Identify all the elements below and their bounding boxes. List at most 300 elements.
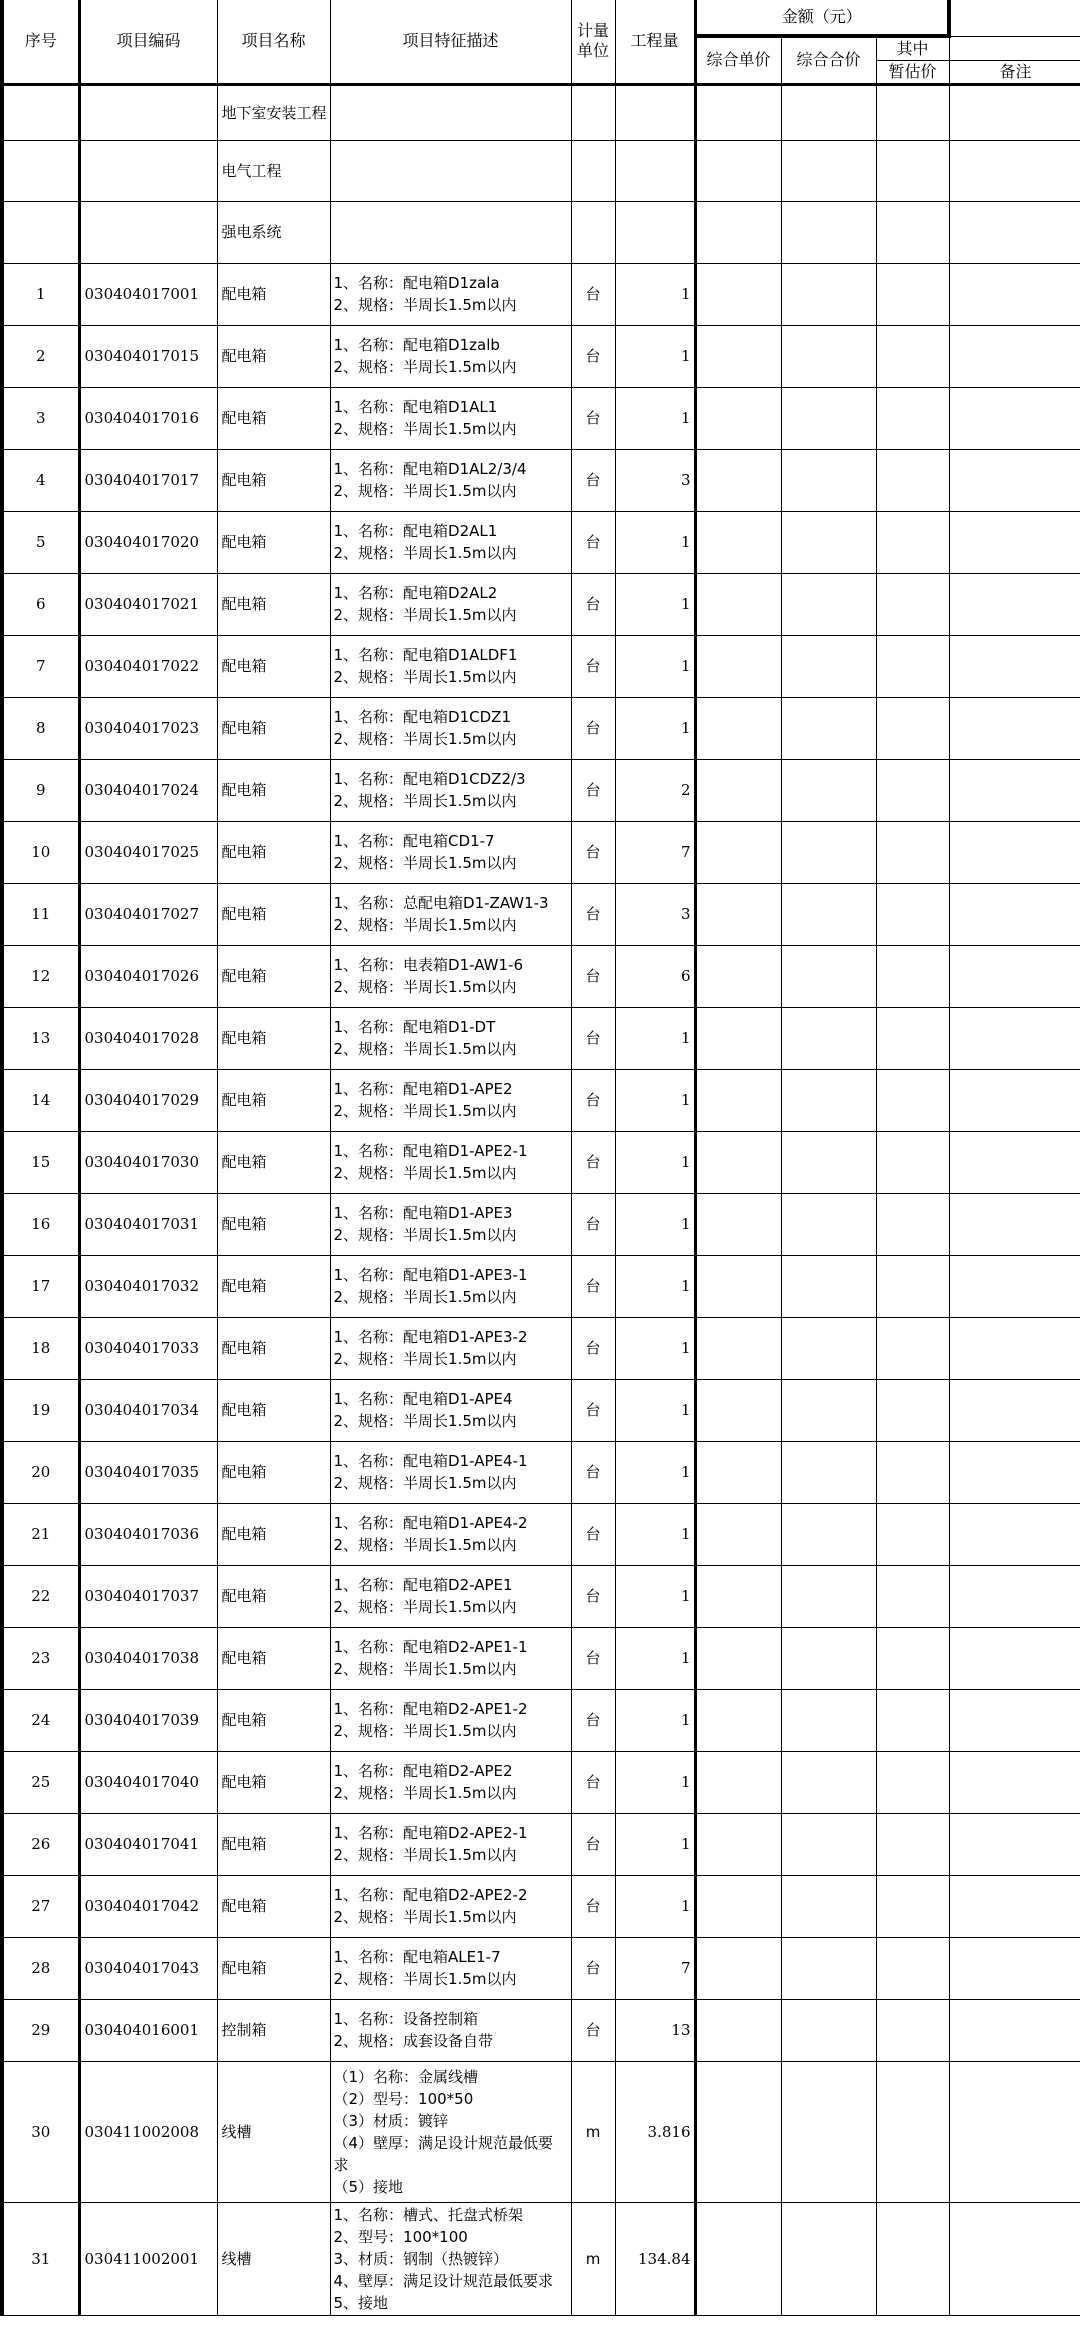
header-blank <box>949 0 1080 36</box>
cell-total-price <box>781 325 876 387</box>
row-unit: 台 <box>571 1999 615 2061</box>
row-code: 030404017021 <box>79 573 217 635</box>
desc-line: （1）名称：金属线槽 <box>333 2067 479 2086</box>
desc-line: 1、名称：配电箱D2-APE2-2 <box>333 1886 528 1904</box>
desc-line: 1、名称：配电箱D2-APE1-2 <box>333 1700 528 1718</box>
header-blank2 <box>949 36 1080 60</box>
row-desc <box>330 2202 571 2315</box>
row-no: 2 <box>2 325 79 387</box>
cell-unit-price <box>695 1503 781 1565</box>
cell-remark <box>949 1255 1080 1317</box>
row-no: 4 <box>2 449 79 511</box>
cell-remark <box>949 697 1080 759</box>
header-name: 项目名称 <box>217 0 330 84</box>
desc-line: 1、名称：配电箱D2AL2 <box>333 584 498 602</box>
desc-line: 1、名称：配电箱D1-APE3-2 <box>333 1328 528 1346</box>
desc-line: 2、规格：半周长1.5m以内 <box>333 1722 517 1740</box>
cell-unit-price <box>695 1379 781 1441</box>
row-no: 31 <box>2 2202 79 2315</box>
cell-unit-price <box>695 573 781 635</box>
row-name: 配电箱 <box>217 1689 330 1751</box>
cell-total-price <box>781 263 876 325</box>
row-name: 配电箱 <box>217 821 330 883</box>
row-desc <box>330 1503 571 1565</box>
desc-line: 2、规格：半周长1.5m以内 <box>333 854 517 872</box>
row-no: 25 <box>2 1751 79 1813</box>
row-code: 030404017032 <box>79 1255 217 1317</box>
cell-total-price <box>781 1627 876 1689</box>
cell-unit-price <box>695 1131 781 1193</box>
row-qty: 1 <box>615 573 695 635</box>
group-row <box>2 84 1080 140</box>
table-row <box>2 883 1080 945</box>
desc-line: 1、名称：配电箱D1-DT <box>333 1018 496 1036</box>
cell-remark <box>949 1627 1080 1689</box>
row-qty: 1 <box>615 1379 695 1441</box>
cell-total-price <box>781 1007 876 1069</box>
row-desc <box>330 2061 571 2202</box>
row-no: 19 <box>2 1379 79 1441</box>
table-row <box>2 511 1080 573</box>
header-total-price: 综合合价 <box>781 36 876 84</box>
desc-line: 2、规格：半周长1.5m以内 <box>333 1350 517 1368</box>
desc-line: 2、规格：半周长1.5m以内 <box>333 1288 517 1306</box>
row-qty: 1 <box>615 1069 695 1131</box>
row-unit: 台 <box>571 1317 615 1379</box>
table-row <box>2 1007 1080 1069</box>
row-code: 030404017031 <box>79 1193 217 1255</box>
row-desc <box>330 1689 571 1751</box>
row-desc <box>330 449 571 511</box>
row-code: 030404017029 <box>79 1069 217 1131</box>
row-name: 配电箱 <box>217 1441 330 1503</box>
row-unit: 台 <box>571 821 615 883</box>
row-no: 30 <box>2 2061 79 2202</box>
row-no: 15 <box>2 1131 79 1193</box>
row-qty: 13 <box>615 1999 695 2061</box>
row-no: 12 <box>2 945 79 1007</box>
row-unit: 台 <box>571 1503 615 1565</box>
cell-remark <box>949 1503 1080 1565</box>
row-qty: 1 <box>615 325 695 387</box>
row-no: 22 <box>2 1565 79 1627</box>
cell-unit-price <box>695 945 781 1007</box>
table-row <box>2 1379 1080 1441</box>
cell-provisional <box>876 821 949 883</box>
row-desc <box>330 883 571 945</box>
row-name: 配电箱 <box>217 635 330 697</box>
table-row <box>2 449 1080 511</box>
row-unit: 台 <box>571 945 615 1007</box>
cell-unit-price <box>695 449 781 511</box>
table-row <box>2 945 1080 1007</box>
desc-line: 5、接地 <box>333 2293 389 2312</box>
desc-line: 2、规格：半周长1.5m以内 <box>333 1598 517 1616</box>
cell-remark <box>949 263 1080 325</box>
row-qty: 1 <box>615 1751 695 1813</box>
row-code: 030404017034 <box>79 1379 217 1441</box>
table-row <box>2 1441 1080 1503</box>
desc-line: 1、名称：电表箱D1-AW1-6 <box>333 956 523 974</box>
row-code: 030404017015 <box>79 325 217 387</box>
desc-line: 1、名称：配电箱D2-APE1-1 <box>333 1638 528 1656</box>
cell-total-price <box>781 759 876 821</box>
row-no: 28 <box>2 1937 79 1999</box>
row-no: 26 <box>2 1813 79 1875</box>
table-row <box>2 759 1080 821</box>
cell-provisional <box>876 511 949 573</box>
row-no: 17 <box>2 1255 79 1317</box>
row-unit: 台 <box>571 1813 615 1875</box>
cell-total-price <box>781 573 876 635</box>
cell-total-price <box>781 945 876 1007</box>
cell-provisional <box>876 1565 949 1627</box>
desc-line: 2、规格：半周长1.5m以内 <box>333 420 517 438</box>
desc-line: 2、规格：半周长1.5m以内 <box>333 1040 517 1058</box>
row-name: 配电箱 <box>217 945 330 1007</box>
cell-total-price <box>781 449 876 511</box>
row-name: 配电箱 <box>217 511 330 573</box>
table-row <box>2 1937 1080 1999</box>
row-code: 030411002008 <box>79 2061 217 2202</box>
row-name: 配电箱 <box>217 1503 330 1565</box>
desc-line: 1、名称：配电箱D1CDZ1 <box>333 708 511 726</box>
header-code: 项目编码 <box>79 0 217 84</box>
row-code: 030404017035 <box>79 1441 217 1503</box>
row-qty: 1 <box>615 387 695 449</box>
row-no: 18 <box>2 1317 79 1379</box>
row-name: 配电箱 <box>217 1813 330 1875</box>
desc-line: 2、规格：半周长1.5m以内 <box>333 1474 517 1492</box>
cell-total-price <box>781 635 876 697</box>
row-code: 030411002001 <box>79 2202 217 2315</box>
cell-total-price <box>781 1379 876 1441</box>
row-code: 030404017041 <box>79 1813 217 1875</box>
row-unit: 台 <box>571 449 615 511</box>
cell-provisional <box>876 1627 949 1689</box>
row-qty: 1 <box>615 1627 695 1689</box>
cell-total-price <box>781 1131 876 1193</box>
row-no: 3 <box>2 387 79 449</box>
header-unit-line1: 计量 <box>576 21 609 41</box>
row-unit: 台 <box>571 1255 615 1317</box>
cell-provisional <box>876 1069 949 1131</box>
desc-line: 2、规格：半周长1.5m以内 <box>333 482 517 500</box>
desc-line: 2、规格：半周长1.5m以内 <box>333 1908 517 1926</box>
desc-line: 1、名称：配电箱D1AL1 <box>333 398 498 416</box>
row-unit: 台 <box>571 1069 615 1131</box>
cell-remark <box>949 759 1080 821</box>
row-qty: 1 <box>615 1007 695 1069</box>
cell-unit-price <box>695 1627 781 1689</box>
row-code: 030404017038 <box>79 1627 217 1689</box>
table-row <box>2 1193 1080 1255</box>
cell-total-price <box>781 1689 876 1751</box>
cell-unit-price <box>695 1007 781 1069</box>
cell-provisional <box>876 1813 949 1875</box>
cell-provisional <box>876 1317 949 1379</box>
desc-line: 1、名称：槽式、托盘式桥架 <box>333 2205 524 2224</box>
row-name: 配电箱 <box>217 759 330 821</box>
header-provisional: 暂估价 <box>876 60 949 84</box>
cell-total-price <box>781 1069 876 1131</box>
desc-line: 2、规格：半周长1.5m以内 <box>333 916 517 934</box>
table-row <box>2 1069 1080 1131</box>
cell-remark <box>949 1007 1080 1069</box>
row-name: 配电箱 <box>217 1317 330 1379</box>
cell-total-price <box>781 511 876 573</box>
row-name: 配电箱 <box>217 1751 330 1813</box>
cell-unit-price <box>695 1999 781 2061</box>
cell-unit-price <box>695 635 781 697</box>
cell-total-price <box>781 1503 876 1565</box>
table-row <box>2 1255 1080 1317</box>
row-desc <box>330 1565 571 1627</box>
row-desc <box>330 1193 571 1255</box>
table-row <box>2 1875 1080 1937</box>
row-unit: 台 <box>571 573 615 635</box>
cell-remark <box>949 821 1080 883</box>
row-unit: m <box>571 2202 615 2315</box>
cell-provisional <box>876 1441 949 1503</box>
row-code: 030404017028 <box>79 1007 217 1069</box>
row-no: 27 <box>2 1875 79 1937</box>
row-qty: 1 <box>615 635 695 697</box>
table-row <box>2 263 1080 325</box>
cell-unit-price <box>695 821 781 883</box>
row-desc <box>330 1937 571 1999</box>
desc-line: 2、规格：半周长1.5m以内 <box>333 1412 517 1430</box>
header-desc: 项目特征描述 <box>330 0 571 84</box>
header-no: 序号 <box>2 0 79 84</box>
cell-total-price <box>781 1441 876 1503</box>
cell-unit-price <box>695 263 781 325</box>
table-row <box>2 2061 1080 2202</box>
row-no: 11 <box>2 883 79 945</box>
row-no: 21 <box>2 1503 79 1565</box>
row-desc <box>330 945 571 1007</box>
row-unit: 台 <box>571 1751 615 1813</box>
cell-unit-price <box>695 1813 781 1875</box>
cell-remark <box>949 635 1080 697</box>
row-unit: 台 <box>571 1875 615 1937</box>
row-code: 030404017020 <box>79 511 217 573</box>
row-unit: 台 <box>571 325 615 387</box>
row-unit: 台 <box>571 1007 615 1069</box>
cell-remark <box>949 1689 1080 1751</box>
desc-line: 2、规格：半周长1.5m以内 <box>333 1102 517 1120</box>
desc-line: 1、名称：配电箱D1-APE4 <box>333 1390 513 1408</box>
cell-remark <box>949 387 1080 449</box>
cell-unit-price <box>695 697 781 759</box>
row-no: 20 <box>2 1441 79 1503</box>
desc-line: 1、名称：配电箱D2-APE2 <box>333 1762 513 1780</box>
row-desc <box>330 1379 571 1441</box>
row-name: 配电箱 <box>217 325 330 387</box>
desc-line: 1、名称：配电箱ALE1-7 <box>333 1948 501 1966</box>
row-name: 配电箱 <box>217 1131 330 1193</box>
row-desc <box>330 1627 571 1689</box>
cell-remark <box>949 945 1080 1007</box>
header-of-which: 其中 <box>876 36 949 60</box>
table-row <box>2 635 1080 697</box>
cell-total-price <box>781 1565 876 1627</box>
desc-line: 1、名称：配电箱CD1-7 <box>333 832 495 850</box>
cell-provisional <box>876 1255 949 1317</box>
cell-provisional <box>876 1503 949 1565</box>
table-row <box>2 1689 1080 1751</box>
desc-line: 2、规格：半周长1.5m以内 <box>333 668 517 686</box>
table-row <box>2 1751 1080 1813</box>
cell-unit-price <box>695 1937 781 1999</box>
row-qty: 1 <box>615 263 695 325</box>
row-code: 030404017017 <box>79 449 217 511</box>
cell-provisional <box>876 325 949 387</box>
row-qty: 7 <box>615 1937 695 1999</box>
cell-total-price <box>781 1193 876 1255</box>
row-qty: 1 <box>615 1131 695 1193</box>
row-qty: 1 <box>615 1255 695 1317</box>
desc-line: 4、壁厚：满足设计规范最低要求 <box>333 2271 554 2290</box>
cell-remark <box>949 325 1080 387</box>
row-qty: 1 <box>615 1317 695 1379</box>
desc-line: 3、材质：钢制（热镀锌） <box>333 2249 509 2268</box>
row-code: 030404017033 <box>79 1317 217 1379</box>
row-code: 030404017016 <box>79 387 217 449</box>
row-name: 配电箱 <box>217 1937 330 1999</box>
row-name: 控制箱 <box>217 1999 330 2061</box>
row-name: 配电箱 <box>217 1875 330 1937</box>
row-name: 配电箱 <box>217 573 330 635</box>
row-code: 030404017025 <box>79 821 217 883</box>
cell-unit-price <box>695 759 781 821</box>
row-no: 24 <box>2 1689 79 1751</box>
row-qty: 134.84 <box>615 2202 695 2315</box>
cell-provisional <box>876 759 949 821</box>
desc-line: 2、规格：半周长1.5m以内 <box>333 1660 517 1678</box>
row-name: 配电箱 <box>217 1193 330 1255</box>
row-desc <box>330 1317 571 1379</box>
row-code: 030404017024 <box>79 759 217 821</box>
desc-line: （5）接地 <box>333 2177 404 2196</box>
row-desc <box>330 573 571 635</box>
cell-remark <box>949 1379 1080 1441</box>
desc-line: 1、名称：总配电箱D1-ZAW1-3 <box>333 894 549 912</box>
row-qty: 3.816 <box>615 2061 695 2202</box>
desc-line: 1、名称：配电箱D2-APE1 <box>333 1576 513 1594</box>
row-desc <box>330 1999 571 2061</box>
row-desc <box>330 1131 571 1193</box>
table-row <box>2 387 1080 449</box>
cell-remark <box>949 1875 1080 1937</box>
row-unit: 台 <box>571 1627 615 1689</box>
desc-line: 2、规格：半周长1.5m以内 <box>333 1970 517 1988</box>
row-unit: 台 <box>571 1193 615 1255</box>
row-qty: 1 <box>615 1875 695 1937</box>
row-no: 13 <box>2 1007 79 1069</box>
desc-line: 1、名称：配电箱D1ALDF1 <box>333 646 518 664</box>
row-qty: 6 <box>615 945 695 1007</box>
row-desc <box>330 821 571 883</box>
table-row <box>2 697 1080 759</box>
cell-remark <box>949 511 1080 573</box>
desc-line: （3）材质：镀锌 <box>333 2111 449 2130</box>
header-remark: 备注 <box>949 60 1080 84</box>
row-qty: 3 <box>615 449 695 511</box>
group-name: 地下室安装工程 <box>217 84 330 140</box>
row-desc <box>330 1875 571 1937</box>
row-name: 配电箱 <box>217 1565 330 1627</box>
cell-total-price <box>781 1317 876 1379</box>
cell-total-price <box>781 883 876 945</box>
desc-line: 2、规格：半周长1.5m以内 <box>333 606 517 624</box>
cell-provisional <box>876 1379 949 1441</box>
desc-line: 2、型号：100*100 <box>333 2227 468 2246</box>
desc-line: 1、名称：配电箱D1AL2/3/4 <box>333 460 527 478</box>
desc-line: 1、名称：配电箱D1-APE4-2 <box>333 1514 528 1532</box>
table-row <box>2 1627 1080 1689</box>
cell-remark <box>949 1131 1080 1193</box>
row-code: 030404017037 <box>79 1565 217 1627</box>
header-qty: 工程量 <box>615 0 695 84</box>
cell-unit-price <box>695 1565 781 1627</box>
row-desc <box>330 1069 571 1131</box>
cell-provisional <box>876 1751 949 1813</box>
row-no: 9 <box>2 759 79 821</box>
cell-provisional <box>876 1999 949 2061</box>
cell-unit-price <box>695 387 781 449</box>
table-row <box>2 821 1080 883</box>
row-code: 030404017042 <box>79 1875 217 1937</box>
cell-remark <box>949 1813 1080 1875</box>
cell-total-price <box>781 1813 876 1875</box>
cell-total-price <box>781 387 876 449</box>
row-qty: 1 <box>615 1813 695 1875</box>
cell-provisional <box>876 883 949 945</box>
row-no: 16 <box>2 1193 79 1255</box>
desc-line: 2、规格：成套设备自带 <box>333 2032 494 2050</box>
cell-provisional <box>876 573 949 635</box>
cell-remark <box>949 449 1080 511</box>
desc-line: 2、规格：半周长1.5m以内 <box>333 1846 517 1864</box>
row-unit: 台 <box>571 1689 615 1751</box>
cell-provisional <box>876 1193 949 1255</box>
cell-unit-price <box>695 883 781 945</box>
row-name: 配电箱 <box>217 1379 330 1441</box>
group-row <box>2 140 1080 201</box>
desc-line: 2、规格：半周长1.5m以内 <box>333 792 517 810</box>
cell-remark <box>949 1193 1080 1255</box>
row-desc <box>330 1813 571 1875</box>
row-unit: 台 <box>571 1565 615 1627</box>
row-desc <box>330 759 571 821</box>
desc-line: 1、名称：配电箱D1-APE3 <box>333 1204 513 1222</box>
cell-unit-price <box>695 1317 781 1379</box>
row-unit: 台 <box>571 697 615 759</box>
cell-total-price <box>781 697 876 759</box>
cell-remark <box>949 883 1080 945</box>
cell-unit-price <box>695 1193 781 1255</box>
row-no: 10 <box>2 821 79 883</box>
cell-unit-price <box>695 1441 781 1503</box>
row-code: 030404016001 <box>79 1999 217 2061</box>
row-unit: 台 <box>571 1379 615 1441</box>
row-no: 1 <box>2 263 79 325</box>
row-unit: 台 <box>571 1131 615 1193</box>
group-name: 电气工程 <box>217 140 330 201</box>
desc-line: 2、规格：半周长1.5m以内 <box>333 358 517 376</box>
row-desc <box>330 1751 571 1813</box>
